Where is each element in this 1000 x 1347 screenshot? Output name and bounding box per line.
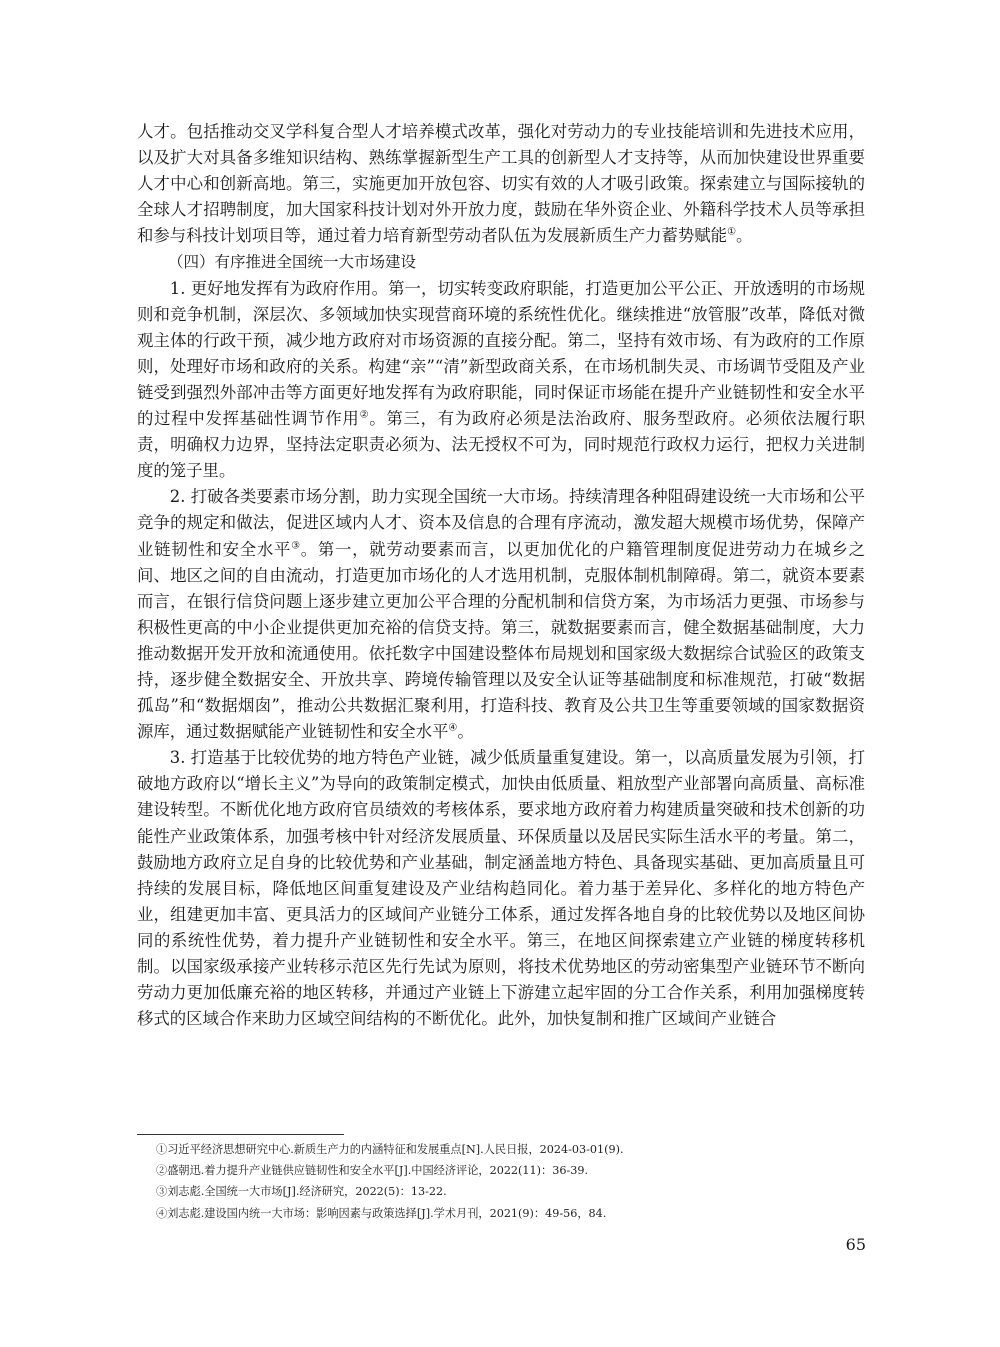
paragraph-text-end: 。 [457,722,474,742]
footnote-4: ④刘志彪.建设国内统一大市场：影响因素与政策选择[J].学术月刊，2021(9)：49-56，84. [156,1206,607,1220]
section-heading: （四）有序推进全国统一大市场建设 [168,253,417,272]
footnote-3: ③刘志彪.全国统一大市场[J].经济研究，2022(5)：13-22. [156,1185,447,1199]
paragraph-government-role [137,276,865,485]
footnote-ref-1[interactable]: ① [727,226,737,238]
paragraph-text-end: 。第三，有为政府必须是法治政府、服务型政府。必须依法履行职责，明确权力边界，坚持法定职责必须为、法无授权不可为，同时规范行政权力运行，把权力关进制度的笼子里。 [137,409,866,481]
paragraph-text-middle: 。第一，就劳动要素而言，以更加优化的户籍管理制度促进劳动力在城乡之间、地区之间的自由流动，打造更加市场化的人才选用机制，克服体制机制障碍。第二，就资本要素而言，在银行信贷问题上逐步建立更加公平合理的分配机制和信贷方案，为市场活力更强、市场参与积极性更高的中小企业提供更加充裕的信贷支持。第三，就数据要素而言，健全数据基础制度，大力推动数据开发开放和流通使用。依托数字中国建设整体布局规划和国家级大数据综合试验区的政策支持，逐步健全数据安全、开放共享、跨境传输管理以及安全认证等基础制度和标准规范，打破“数据孤岛”和“数据烟囱”，推动公共数据汇聚利用，打造科技、教育及公共卫生等重要领域的国家数据资源库，通过数据赋能产业链韧性和安全水平 [137,539,866,742]
paragraph-factor-markets [137,484,865,745]
paragraph-text: 人才。包括推动交叉学科复合型人才培养模式改革，强化对劳动力的专业技能培训和先进技术应用，以及扩大对具备多维知识结构、熟练掌握新型生产工具的创新型人才支持等，从而加快建设世界重要人才中心和创新高地。第三，实施更加开放包容、切实有效的人才吸引政策。探索建立与国际接轨的全球人才招聘制度，加大国家科技计划对外开放力度，鼓励在华外资企业、外籍科学技术人员等承担和参与科技计划项目等，通过着力培育新型劳动者队伍为发展新质生产力蓄势赋能 [137,122,865,246]
footnote-ref-2[interactable]: ② [359,409,370,421]
footnotes [156,1139,856,1224]
paragraph-talent-policy [137,119,865,249]
main-text [137,119,865,1032]
paragraph-text: 1. 更好地发挥有为政府作用。第一，切实转变政府职能，打造更加公平公正、开放透明的市场规则和竞争机制，深层次、多领域加快实现营商环境的系统性优化。继续推进“放管服”改革，降低对微观主体的行政干预，减少地方政府对市场资源的直接分配。第二，坚持有效市场、有为政府的工作原则，处理好市场和政府的关系。构建“亲”“清”新型政商关系，在市场机制失灵、市场调节受阻及产业链受到强烈外部冲击等方面更好地发挥有为政府职能，同时保证市场能在提升产业链韧性和安全水平的过程中发挥基础性调节作用 [137,278,865,429]
footnote-2: ②盛朝迅.着力提升产业链供应链韧性和安全水平[J].中国经济评论，2022(11)：36-39. [156,1164,589,1178]
page-number: 65 [845,1235,866,1254]
footnote-1: ①习近平经济思想研究中心.新质生产力的内涵特征和发展重点[N].人民日报，2024-03-01(9). [156,1143,624,1156]
footnote-ref-3[interactable]: ③ [291,540,301,552]
footnote-separator [137,1134,344,1135]
paragraph-text: 2. 打破各类要素市场分割，助力实现全国统一大市场。持续清理各种阻碍建设统一大市场和公平竞争的规定和做法，促进区域内人才、资本及信息的合理有序流动，激发超大规模市场优势，保障产业链韧性和安全水平 [137,487,865,559]
paragraph-text-end: 。 [736,226,753,246]
paragraph-local-industry-chain: 3. 打造基于比较优势的地方特色产业链，减少低质量重复建设。第一，以高质量发展为引领，打破地方政府以“增长主义”为导向的政策制定模式，加快由低质量、粗放型产业部署向高质量、高标准建设转型。不断优化地方政府官员绩效的考核体系，要求地方政府着力构建质量突破和技术创新的功能性产业政策体系，加强考核中针对经济发展质量、环保质量以及居民实际生活水平的考量。第二，鼓励地方政府立足自身的比较优势和产业基础，制定涵盖地方特色、具备现实基础、更加高质量且可持续的发展目标，降低地区间重复建设及产业结构趋同化。着力基于差异化、多样化的地方特色产业，组建更加丰富、更具活力的区域间产业链分工体系，通过发挥各地自身的比较优势以及地区间协同的系统性优势，着力提升产业链韧性和安全水平。第三，在地区间探索建立产业链的梯度转移机制。以国家级承接产业转移示范区先行先试为原则，将技术优势地区的劳动密集型产业链环节不断向劳动力更加低廉充裕的地区转移，并通过产业链上下游建立起牢固的分工合作关系，利用加强梯度转移式的区域合作来助力区域空间结构的不断优化。此外，加快复制和推广区域间产业链合 [137,748,865,1029]
footnote-ref-4[interactable]: ④ [448,722,458,734]
